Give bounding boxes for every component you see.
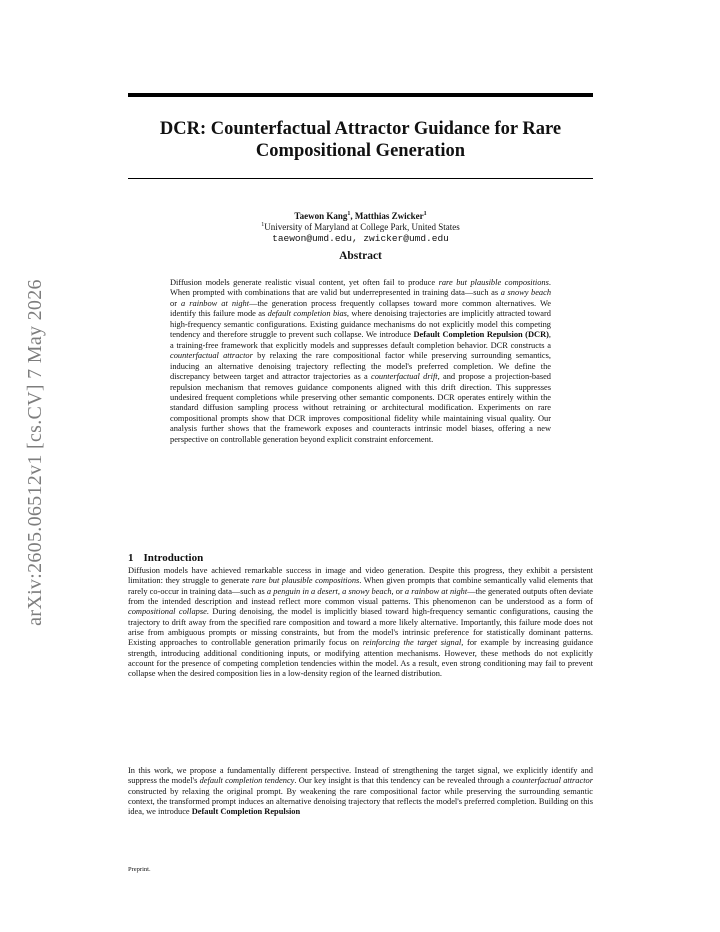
- title-top-rule: [128, 93, 593, 97]
- arxiv-identifier-sidebar: [17, 262, 53, 642]
- abstract-run: , a training-free framework that explicitly models and suppresses default completion behavior. DCR constructs a: [170, 330, 551, 350]
- title-line-2: Compositional Generation: [255, 141, 466, 161]
- intro-paragraph-2: [128, 766, 593, 818]
- arxiv-identifier: arXiv:2605.06512v1 [cs.CV] 7 May 2026: [23, 278, 46, 626]
- abstract-heading: Abstract: [339, 250, 382, 262]
- author-block: [128, 211, 593, 244]
- abstract-text: [170, 278, 551, 445]
- footer-preprint-label: Preprint.: [128, 866, 151, 873]
- paragraph-run: Diffusion models have achieved remarkable success in image and video generation. Despite this progress, they exhibit a persistent limitation: they struggle to generate: [128, 566, 593, 586]
- paragraph-emphasis: rare but plausible compositions: [251, 576, 360, 586]
- author-emails: taewon@umd.edu, zwicker@umd.edu: [272, 233, 449, 244]
- author-2-affiliation-mark: 1: [423, 211, 427, 217]
- paragraph-emphasis: a penguin in a desert: [266, 586, 338, 596]
- paragraph-emphasis: compositional collapse: [128, 607, 207, 617]
- paragraph-emphasis: counterfactual attractor: [512, 776, 593, 786]
- paragraph-run: ,: [337, 586, 343, 596]
- abstract-emphasis: counterfactual attractor: [170, 351, 253, 361]
- title-bottom-rule: [128, 178, 593, 179]
- paragraph-emphasis: reinforcing the target signal: [362, 638, 462, 648]
- paragraph-run: —the generated outputs often deviate from the intended description and instead reflect more common visual patterns. This phenomenon can be understood as a form of: [128, 586, 593, 607]
- affiliation: [128, 222, 593, 233]
- author-2: , Matthias Zwicker: [350, 211, 424, 221]
- author-1-affiliation-mark: 1: [347, 211, 351, 217]
- affiliation-text: University of Maryland at College Park, United States: [264, 222, 460, 232]
- paragraph-emphasis: default completion tendency: [199, 776, 295, 786]
- abstract-run: —the generation process frequently collapses toward more common alternatives. We identify this failure mode as: [170, 298, 552, 319]
- paragraph-run: . When given prompts that combine semantically valid elements that rarely co-occur in training data—such as: [128, 576, 593, 596]
- abstract-run: . When prompted with combinations that are valid but underrepresented in training data—such as: [170, 278, 551, 298]
- abstract-run: , where denoising trajectories are implicitly attracted toward high-frequency semantic configurations. Existing guidance mechanisms do not explicitly model this competing tendency and therefore struggle to prevent such collapse. We introduce: [170, 309, 551, 340]
- author-names: [128, 211, 593, 222]
- paragraph-bold: Default Completion Repulsion: [191, 807, 301, 817]
- section-heading-introduction: [128, 552, 203, 564]
- abstract-emphasis: default completion bias: [267, 309, 347, 319]
- paragraph-emphasis: a rainbow at night: [404, 586, 468, 596]
- paragraph-emphasis: a snowy beach: [342, 586, 392, 596]
- paragraph-run: , for example by increasing guidance strength, introducing additional conditioning inputs, or modifying attention mechanisms. However, these methods do not explicitly account for the presence of competing completion tendencies within the model. As a result, even strong conditioning may fail to prevent collapse when the desired composition lies in a low-density region of the learned distribution.: [128, 638, 593, 679]
- abstract-bold: Default Completion Repulsion (DCR): [413, 330, 549, 340]
- section-title: Introduction: [143, 552, 204, 564]
- paragraph-run: , or: [391, 586, 405, 596]
- abstract-emphasis: rare but plausible compositions: [438, 278, 549, 287]
- abstract-run: by relaxing the rare compositional factor while preserving surrounding semantics, inducing an alternative denoising trajectory reflecting the model's preferred completion. We define the discrepancy between target and attractor trajectories as a: [170, 351, 551, 382]
- abstract-emphasis: a rainbow at night: [181, 298, 250, 308]
- abstract-emphasis: a snowy beach: [500, 288, 552, 298]
- abstract-run: , and propose a projection-based repulsion mechanism that removes guidance components aligned with this drift direction. This suppresses undesired frequent completions while preserving other semantic components. DCR operates entirely within the standard diffusion sampling process without retraining or architectural modification. Experiments on rare compositional prompts show that DCR improves compositional fidelity while maintaining visual quality. Our analysis further shows that the framework exposes and counteracts intrinsic model biases, offering a new perspective on controllable generation beyond explicit constraint enforcement.: [170, 372, 551, 444]
- paragraph-run: . Our key insight is that this tendency can be revealed through a: [294, 776, 513, 786]
- abstract-emphasis: counterfactual drift: [371, 372, 438, 382]
- paragraph-run: . During denoising, the model is implicitly biased toward high-frequency semantic configurations, causing the trajectory to drift away from the specified rare composition and toward a more likely alternative. Importantly, this failure mode does not arise from ambiguous prompts or missing constraints, but from the model's intrinsic preference for statistically dominant patterns. Existing approaches to controllable generation primarily focus on: [128, 607, 593, 648]
- paragraph-run: In this work, we propose a fundamentally different perspective. Instead of strengthening the target signal, we explicitly identify and suppress the model's: [128, 766, 593, 786]
- section-number: 1: [128, 552, 134, 564]
- title-line-1: DCR: Counterfactual Attractor Guidance for Rare: [159, 119, 562, 139]
- author-1: Taewon Kang: [294, 211, 348, 221]
- abstract-run: Diffusion models generate realistic visual content, yet often fail to produce: [170, 278, 439, 287]
- paper-title: [128, 118, 593, 162]
- intro-paragraph-1: [128, 566, 593, 680]
- affiliation-mark: 1: [261, 222, 265, 228]
- abstract-run: or: [170, 298, 182, 308]
- paragraph-run: constructed by relaxing the original prompt. By weakening the rare compositional factor while preserving the surrounding semantic context, the transformed prompt induces an alternative denoising trajectory that reflects the model's preferred completion. Building on this idea, we introduce: [128, 786, 593, 817]
